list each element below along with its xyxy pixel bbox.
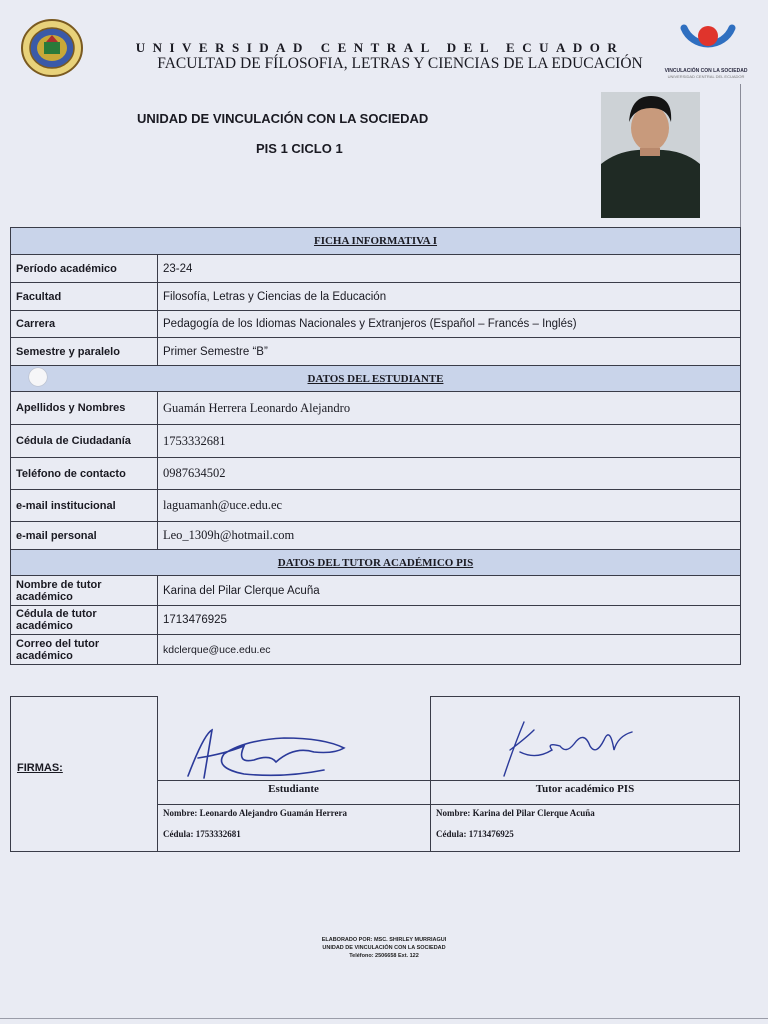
firmas-label-cell xyxy=(10,696,157,852)
estudiante-title: DATOS DEL ESTUDIANTE xyxy=(11,366,741,392)
nombres-label: Apellidos y Nombres xyxy=(11,392,158,425)
logo-text-line-1: VINCULACIÓN CON LA SOCIEDAD xyxy=(664,68,748,74)
ficha-title: FICHA INFORMATIVA I xyxy=(11,228,741,255)
estudiante-signature-cedula: Cédula: 1753332681 xyxy=(163,829,241,839)
table-row xyxy=(11,635,741,665)
telefono-value: 0987634502 xyxy=(158,458,741,490)
tutor-signature xyxy=(500,716,640,780)
table-row xyxy=(11,458,741,490)
cedula-value: 1753332681 xyxy=(158,425,741,458)
table-row xyxy=(11,490,741,522)
footer-line-3: Teléfono: 2506658 Ext. 122 xyxy=(349,953,419,959)
facultad-value: Filosofía, Letras y Ciencias de la Educación xyxy=(158,283,741,311)
nombres-value: Guamán Herrera Leonardo Alejandro xyxy=(158,392,741,425)
tutor-correo-value: kdclerque@uce.edu.ec xyxy=(158,635,741,665)
table-row xyxy=(11,522,741,550)
table-row xyxy=(11,425,741,458)
table-row xyxy=(11,338,741,366)
estudiante-signature-title: Estudiante xyxy=(268,783,319,795)
tutor-cedula-value: 1713476925 xyxy=(158,606,741,635)
footer xyxy=(234,936,534,960)
university-seal-icon xyxy=(20,18,84,78)
divider xyxy=(157,804,740,805)
table-row xyxy=(11,255,741,283)
facultad-label: Facultad xyxy=(11,283,158,311)
tutor-signature-name: Nombre: Karina del Pilar Clerque Acuña xyxy=(436,808,595,818)
tutor-nombre-value: Karina del Pilar Clerque Acuña xyxy=(158,576,741,606)
table-row xyxy=(11,392,741,425)
tutor-title: DATOS DEL TUTOR ACADÉMICO PIS xyxy=(11,550,741,576)
carrera-value: Pedagogía de los Idiomas Nacionales y Extranjeros (Español – Francés – Inglés) xyxy=(158,311,741,338)
tutor-nombre-label: Nombre de tutor académico xyxy=(11,576,158,606)
tutor-signature-title: Tutor académico PIS xyxy=(535,783,635,795)
logo-text-line-2: UNIVERSIDAD CENTRAL DEL ECUADOR xyxy=(667,74,745,79)
paper-edge xyxy=(740,84,741,244)
tutor-cedula-label: Cédula de tutor académico xyxy=(11,606,158,635)
divider xyxy=(10,851,740,852)
periodo-value: 23-24 xyxy=(158,255,741,283)
footer-line-2: UNIDAD DE VINCULACIÓN CON LA SOCIEDAD xyxy=(322,945,446,951)
cycle-title: PIS 1 CICLO 1 xyxy=(256,141,343,156)
email-inst-label: e-mail institucional xyxy=(11,490,158,522)
footer-line-1: ELABORADO POR: MSC. SHIRLEY MURRIAGUI xyxy=(321,937,447,943)
university-title: UNIVERSIDAD CENTRAL DEL ECUADOR xyxy=(135,40,625,55)
semestre-value: Primer Semestre “B” xyxy=(158,338,741,366)
table-row xyxy=(11,576,741,606)
periodo-label: Período académico xyxy=(11,255,158,283)
email-pers-value: Leo_1309h@hotmail.com xyxy=(158,522,741,550)
section-header-row xyxy=(11,366,741,392)
firmas-label: FIRMAS: xyxy=(17,762,63,774)
punch-hole xyxy=(29,368,47,386)
tutor-correo-label: Correo del tutor académico xyxy=(11,635,158,665)
carrera-label: Carrera xyxy=(11,311,158,338)
telefono-label: Teléfono de contacto xyxy=(11,458,158,490)
form-table xyxy=(10,227,741,665)
faculty-title: FACULTAD DE FÍLOSOFIA, LETRAS Y CIENCIAS DE LA EDUCACIÓN xyxy=(157,55,643,72)
tutor-signature-cedula: Cédula: 1713476925 xyxy=(436,829,514,839)
divider xyxy=(157,696,158,852)
email-inst-value: laguamanh@uce.edu.ec xyxy=(158,490,741,522)
estudiante-signature-name: Nombre: Leonardo Alejandro Guamán Herrera xyxy=(163,808,347,818)
section-header-row xyxy=(11,550,741,576)
table-row xyxy=(11,606,741,635)
unit-title: UNIDAD DE VINCULACIÓN CON LA SOCIEDAD xyxy=(137,111,429,126)
email-pers-label: e-mail personal xyxy=(11,522,158,550)
semestre-label: Semestre y paralelo xyxy=(11,338,158,366)
student-photo xyxy=(601,92,700,218)
section-header-row xyxy=(11,228,741,255)
paper-bottom-edge xyxy=(0,1018,768,1019)
table-row xyxy=(11,283,741,311)
table-row xyxy=(11,311,741,338)
cedula-label: Cédula de Ciudadanía xyxy=(11,425,158,458)
student-signature xyxy=(184,724,354,788)
